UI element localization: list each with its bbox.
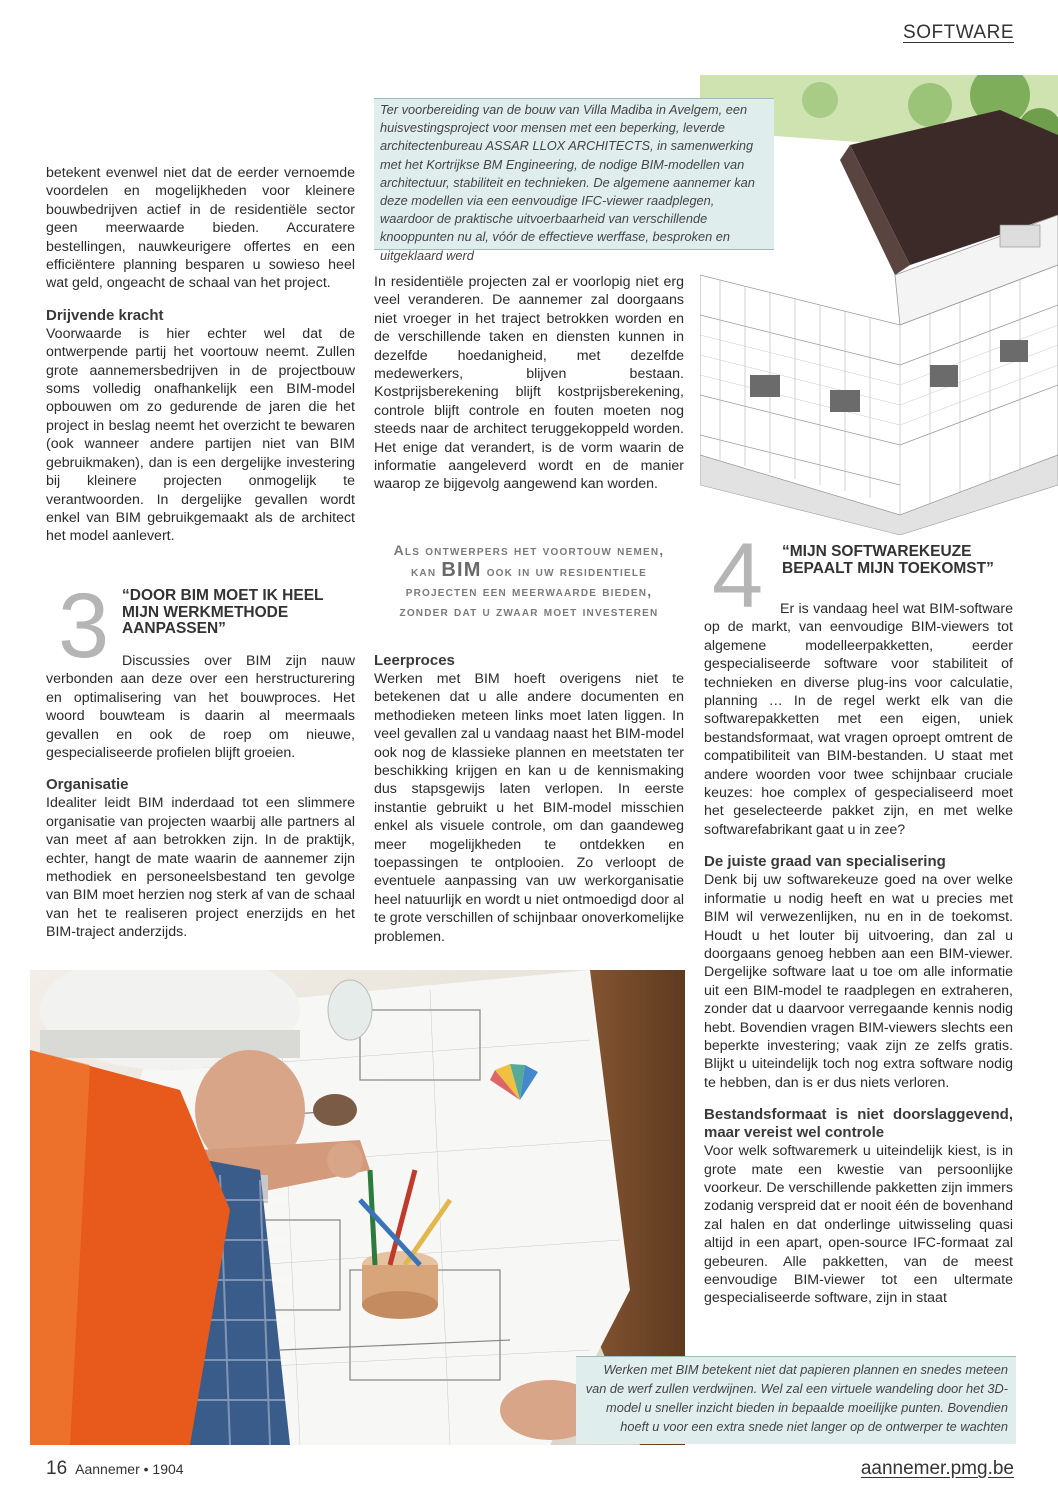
subheading-organisatie: Organisatie (46, 776, 129, 794)
section-number-4: 4 (712, 525, 764, 627)
caption-bottom-text: Werken met BIM betekent niet dat papieren plannen en snedes meteen van de werf zullen verdwijnen. Wel zal een virtuele wandeling door het 3D-model u sneller inzicht bieden in bepaalde moeilijke punten. Bovendien hoeft u voor een extra snede niet langer op de ontwerper te wachten (585, 1362, 1008, 1434)
paragraph: Voorwaarde is hier echter wel dat de ontwerpende partij het voortouw neemt. Zullen grote aannemersbedrijven in de projectbouw soms volledig onafhankelijk een BIM-model opbouwen om zo gedurende de jaren die het project in beslag neemt het overzicht te bewaren (ook wanneer andere partijen niet van BIM gebruikmaken), dan is een dergelijke investering bij kleinere projecten onmogelijk te verantwoorden. In dergelijke gevallen wordt enkel van BIM gebruikgemaakt als de architect het model aanlevert. (46, 325, 355, 545)
paragraph: Werken met BIM hoeft overigens niet te betekenen dat u alle andere documenten en methodieken meteen links moet laten liggen. In veel gevallen zal u vandaag naast het BIM-model ook nog de klassieke plannen en meetstaten ter beschikking krijgen en kan u de kennismaking dus stapsgewijs laten verlopen. In eerste instantie gebruikt u het BIM-model misschien enkel als visuele controle, om dan gaandeweg meer mogelijkheden te ontdekken en toepassingen te ontplooien. Zo verloopt de eventuele aanpassing van uw werkorganisatie heel natuurlijk en wordt u niet ontmoedigd door al te grote verschillen of schijnbaar onoverkomelijke problemen. (374, 671, 684, 945)
caption-top-text: Ter voorbereiding van de bouw van Villa Madiba in Avelgem, een huisvestingsproject voor mensen met een beperking, leverde architectenbureau ASSAR LLOX ARCHITECTS, in samenwerking met het Kortrijkse BM Engineering, de nodige BIM-modellen van architectuur, stabiliteit en technieken. De algemene aannemer kan deze modellen via een eenvoudige IFC-viewer raadplegen, waardoor de praktische uitvoerbaarheid van verschillende knooppunten nu al, vóór de effectieve werffase, besproken en uitgeklaard werd (380, 102, 755, 263)
pull-quote-bim: BIM (441, 559, 482, 581)
section-label: SOFTWARE (903, 22, 1014, 43)
paragraph: Voor welk softwaremerk u uiteindelijk kiest, is in grote mate een kwestie van persoonlijke voorkeur. De verschillende pakketten zijn immers zodanig verspreid dat er nooit één de bovenhand zal halen en dat onderlinge uitwisseling quasi altijd in een apart, open-source IFC-formaat zal gebeuren. Alle pakketten, van de meest eenvoudige BIM-viewer tot een ultermate gespecialiseerde software, zijn in staat (704, 1143, 1013, 1307)
column-2 (374, 273, 684, 494)
paragraph: betekent evenwel niet dat de eerder vernoemde voordelen en mogelijkheden voor kleinere bouwbedrijven actief in de residentiële sector geen meerwaarde bieden. Accuratere bestellingen, nauwkeurigere offertes en een efficiëntere planning besparen u sowieso heel wat geld, ongeacht de schaal van het project. (46, 165, 355, 292)
paragraph: Er is vandaag heel wat BIM-software op de markt, van eenvoudige BIM-viewers tot algemene modelleerpakketten, eerder gespecialiseerde software voor stabiliteit of technieken en diverse plug-ins voor calculatie, planning … In de regel werkt elk van die softwarepakketten met een eigen, uniek bestandsformaat, wat vragen oproept omtrent de compatibiliteit van BIM-bestanden. U staat met andere woorden voor twee schijnbaar cruciale keuzes: hoe complex of gespecialiseerd moet het geselecteerde pakket zijn, en met welke softwarefabrikant gaat u in zee? (704, 601, 1013, 838)
pull-quote-line: projecten een meerwaarde bieden, (405, 583, 653, 599)
pull-quote (374, 540, 684, 621)
subheading-specialisering: De juiste graad van specialisering (704, 853, 946, 871)
pull-quote-line: kan BIM ook in uw residentiele (410, 559, 647, 581)
website-link[interactable]: aannemer.pmg.be (860, 1458, 1014, 1479)
paragraph: Discussies over BIM zijn nauw verbonden aan deze over een herstructurering en optimalisering van het bouwproces. Het woord bouwteam is daarin al meermaals gevallen en ook de roep om nieuwe, gespecialiseerde profielen blijft groeien. (46, 653, 355, 762)
paragraph: Denk bij uw softwarekeuze goed na over welke informatie u nodig heeft en wat u precies met BIM wil verwezenlijken, nu en in de toekomst. Houdt u het louter bij uitvoering, dan zal u doorgaans genoeg hebben aan een BIM-viewer. Dergelijke software laat u toe om alle informatie uit een BIM-model te raadplegen en extraheren, zonder dat u daarvoor verregaande kennis nodig hebt. Bovendien vragen BIM-viewers slechts een beperkte investering; vaak zijn ze zelfs gratis. Blijkt u uiteindelijk toch nog extra software nodig te hebben, dan is er dus niets verloren. (704, 872, 1013, 1091)
section-number-3: 3 (58, 575, 110, 677)
pull-quote-line: zonder dat u zwaar moet investeren (399, 603, 659, 619)
column-1-lower (46, 652, 355, 942)
footer-left (46, 1458, 184, 1480)
magazine-issue: Aannemer • 1904 (75, 1461, 184, 1477)
paragraph: In residentiële projecten zal er voorlopig niet erg veel veranderen. De aannemer zal doorgaans niet vroeger in het traject betrokken worden en de verschillende taken en diensten kunnen in dezelfde hoedanigheid, met dezelfde medewerkers, blijven bestaan. Kostprijsberekening blijft kostprijsberekening, controle blijft controle en fouten moeten nog steeds naar de architect teruggekoppeld worden. Het enige dat verandert, is de vorm waarin de informatie aangeleverd wordt en de manier waarop ze bijgevolg aangewend kan worden. (374, 274, 684, 493)
headline-4: “MIJN SOFTWAREKEUZE BEPAALT MIJN TOEKOMST” (782, 543, 994, 577)
subheading-drijvende-kracht: Drijvende kracht (46, 306, 164, 324)
column-3 (704, 600, 1013, 1308)
pull-quote-line: Als ontwerpers het voortouw nemen, (393, 542, 665, 558)
page-number: 16 (46, 1458, 68, 1479)
column-1 (46, 164, 355, 546)
subheading-leerproces: Leerproces (374, 652, 455, 669)
paragraph: Idealiter leidt BIM inderdaad tot een slimmere organisatie van projecten waarbij alle partners al van meet af aan betrokken zijn. In de praktijk, echter, hangt de mate waarin de aannemer zijn methodiek en personeelsbestand ten gevolge van BIM moet herzien nog sterk af van de schaal van het te realiseren project enerzijds en het BIM-traject anderzijds. (46, 795, 355, 941)
column-2-lower (374, 652, 684, 946)
subheading-bestandsformaat: Bestandsformaat is niet doorslaggevend, maar vereist wel controle (704, 1106, 1013, 1142)
headline-3: “DOOR BIM MOET IK HEEL MIJN WERKMETHODE AANPASSEN” (122, 587, 324, 637)
caption-bottom (576, 1356, 1016, 1444)
caption-top (374, 98, 774, 263)
